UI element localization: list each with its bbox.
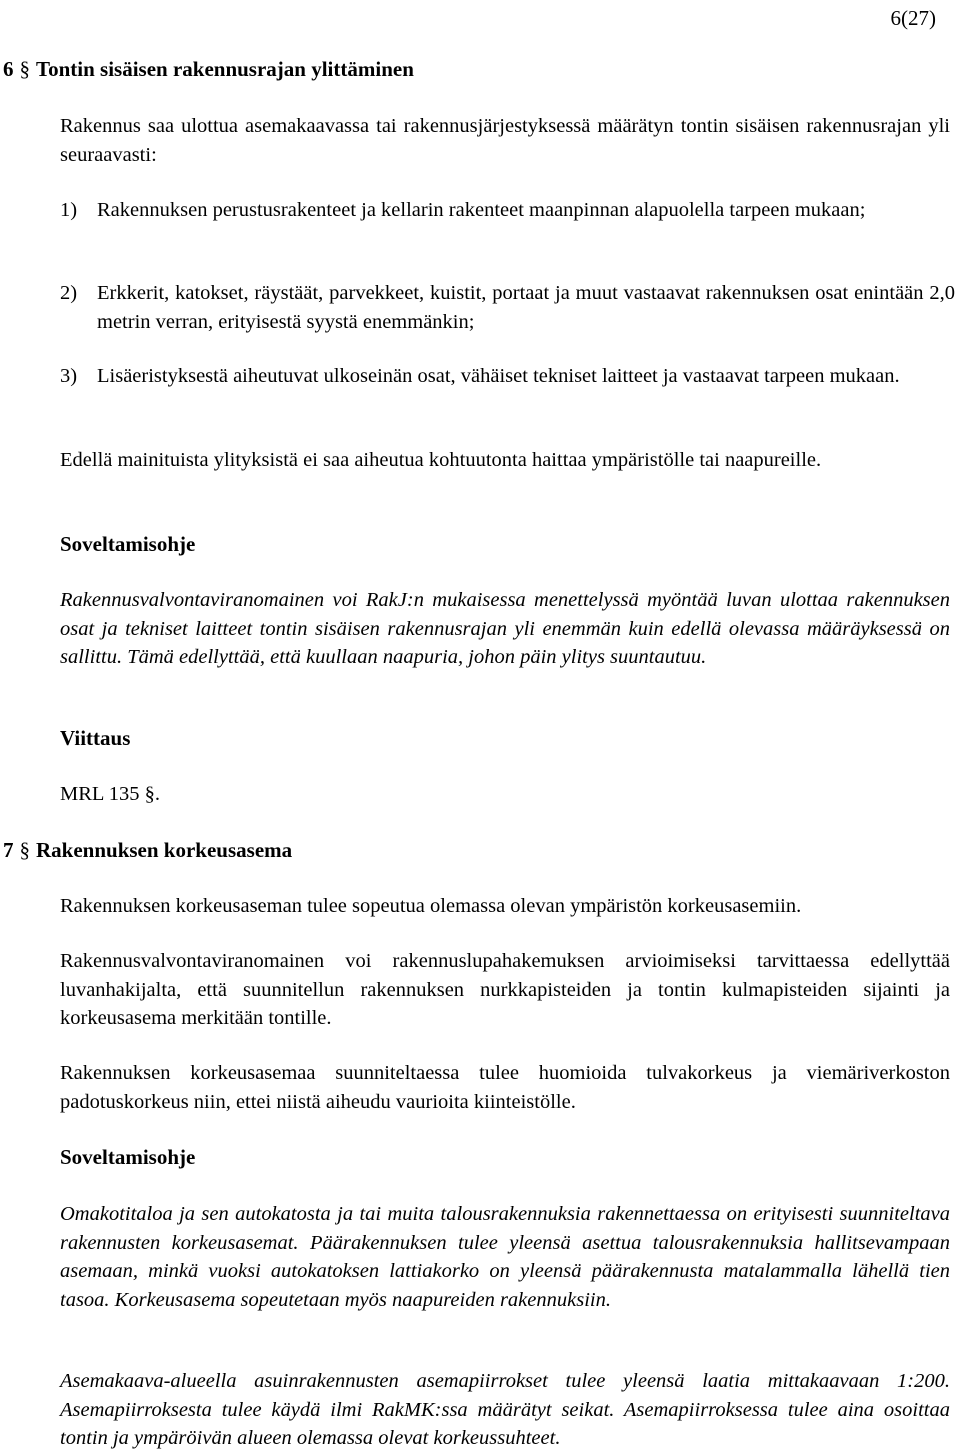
section-7-title: Rakennuksen korkeusasema bbox=[36, 838, 293, 862]
guidance-text: Omakotitaloa ja sen autokatosta ja tai muita talousrakennuksia rakennettaessa on erityisesti suunniteltava rakennusten korkeusasemat. Päärakennuksen tulee yleensä asettua talousrakennuksia hallitsevampaan asemaan, minkä vuoksi autokatoksen lattiakorko on yleensä päärakennusta matalammalla lähellä tien tasoa. Korkeusasema sopeutetaan myös naapureiden rakennuksiin. bbox=[60, 1203, 950, 1311]
guidance-heading: Soveltamisohje bbox=[60, 1145, 196, 1169]
section-6-closing: Edellä mainituista ylityksistä ei saa aiheutua kohtuutonta haittaa ympäristölle tai naapureille. bbox=[60, 449, 822, 471]
reference-symbol: §. bbox=[144, 783, 161, 805]
list-item bbox=[60, 279, 955, 336]
list-item bbox=[60, 196, 955, 225]
list-item-text: Erkkerit, katokset, räystäät, parvekkeet, kuistit, portaat ja muut vastaavat rakennuksen osat enintään 2,0 metrin verran, erityisestä syystä enemmänkin; bbox=[97, 282, 955, 333]
section-7-number: 7 bbox=[3, 838, 14, 862]
guidance-heading: Soveltamisohje bbox=[60, 532, 196, 556]
section-6-heading bbox=[3, 55, 414, 84]
section-symbol: § bbox=[19, 57, 30, 81]
section-6-intro: Rakennus saa ulottua asemakaavassa tai rakennusjärjestyksessä määrätyn tontin sisäisen rakennusrajan yli seuraavasti: bbox=[60, 115, 950, 166]
list-item-text: Rakennuksen perustusrakenteet ja kellarin rakenteet maanpinnan alapuolella tarpeen mukaan; bbox=[97, 199, 866, 221]
reference-text bbox=[60, 780, 160, 809]
section-7-heading bbox=[3, 836, 292, 865]
list-item-text: Lisäeristyksestä aiheutuvat ulkoseinän osat, vähäiset tekniset laitteet ja vastaavat tarpeen mukaan. bbox=[97, 365, 900, 387]
section-6-number: 6 bbox=[3, 57, 14, 81]
list-item bbox=[60, 362, 955, 391]
section-symbol: § bbox=[19, 838, 30, 862]
guidance-text: Rakennusvalvontaviranomainen voi RakJ:n mukaisessa menettelyssä myöntää luvan ulottaa rakennuksen osat ja tekniset laitteet tontin sisäisen rakennusrajan yli enemmän kuin edellä olevassa määräyksessä on sallittu. Tämä edellyttää, että kuullaan naapuria, johon päin ylitys suuntautuu. bbox=[60, 589, 950, 668]
paragraph: Rakennuksen korkeusaseman tulee sopeutua olemassa olevan ympäristön korkeusasemiin. bbox=[60, 895, 802, 917]
list-item-number: 1) bbox=[60, 199, 78, 221]
reference-law: MRL 135 bbox=[60, 783, 140, 805]
paragraph: Rakennusvalvontaviranomainen voi rakennuslupahakemuksen arvioimiseksi tarvittaessa edellyttää luvanhakijalta, että suunnitellun rakennuksen nurkkapisteiden ja tontin kulmapisteiden sijainti ja korkeusasema merkitään tontille. bbox=[60, 950, 950, 1029]
reference-heading: Viittaus bbox=[60, 726, 131, 750]
section-6-title: Tontin sisäisen rakennusrajan ylittäminen bbox=[36, 57, 414, 81]
list-item-number: 2) bbox=[60, 282, 78, 304]
list-item-number: 3) bbox=[60, 365, 78, 387]
paragraph: Rakennuksen korkeusasemaa suunniteltaessa tulee huomioida tulvakorkeus ja viemäriverkoston padotuskorkeus niin, ettei niistä aiheudu vaurioita kiinteistölle. bbox=[60, 1062, 950, 1113]
guidance-text: Asemakaava-alueella asuinrakennusten asemapiirrokset tulee yleensä laatia mittakaavaan 1:200. Asemapiirroksesta tulee käydä ilmi RakMK:ssa määrätyt seikat. Asemapiirroksessa tulee aina osoittaa tontin ja ympäröivän alueen olemassa olevat korkeussuhteet. bbox=[60, 1370, 950, 1449]
page-number: 6(27) bbox=[890, 6, 936, 30]
